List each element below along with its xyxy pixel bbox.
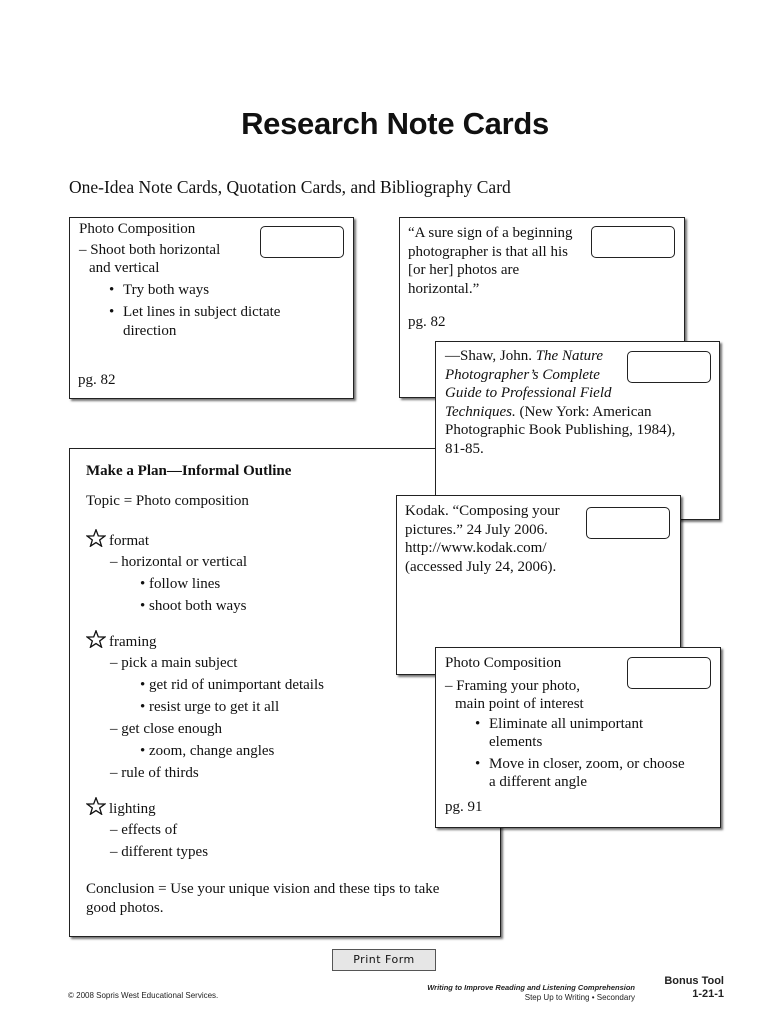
outline-bullet: • get rid of unimportant details <box>140 677 324 693</box>
outline-item: – horizontal or vertical <box>110 554 248 570</box>
quote-line: horizontal.” <box>408 280 480 297</box>
citation-line: 81-85. <box>445 440 484 457</box>
series-subtitle: Step Up to Writing • Secondary <box>524 993 635 1002</box>
page-title: Research Note Cards <box>241 106 549 141</box>
bibliography-card-book <box>435 341 720 520</box>
outline-item: – get close enough <box>110 721 223 737</box>
card-label-box <box>591 226 675 258</box>
outline-topic: Topic = Photo composition <box>86 493 249 509</box>
outline-conclusion: Conclusion = Use your unique vision and these tips to take <box>86 881 440 897</box>
card-bullet: • Let lines in subject dictate <box>109 304 281 320</box>
card-heading: Photo Composition <box>445 655 562 671</box>
outline-bullet: • resist urge to get it all <box>140 699 280 715</box>
outline-section-lighting: lighting <box>86 797 156 819</box>
outline-section-framing: framing <box>86 630 156 652</box>
note-card-photo-composition <box>69 217 354 399</box>
quote-line: [or her] photos are <box>408 262 520 278</box>
outline-heading: Make a Plan—Informal Outline <box>86 463 292 479</box>
card-bullet: • Eliminate all unimportant <box>475 715 644 732</box>
card-heading: Photo Composition <box>79 221 196 237</box>
card-label-box <box>627 657 711 689</box>
citation-line: Photographer’s Complete <box>445 366 600 383</box>
copyright-notice: © 2008 Sopris West Educational Services. <box>68 991 219 1000</box>
outline-item: – effects of <box>110 822 178 838</box>
outline-item: – pick a main subject <box>110 655 238 671</box>
citation-line: Kodak. “Composing your <box>405 503 560 519</box>
card-bullet: • Move in closer, zoom, or choose <box>475 755 685 772</box>
card-line: elements <box>489 734 543 750</box>
series-title: Writing to Improve Reading and Listening Comprehension <box>427 983 635 992</box>
outline-item: – different types <box>110 844 209 860</box>
citation-line: —Shaw, John. The Nature <box>445 348 604 364</box>
card-label-box <box>260 226 344 258</box>
citation-line: Techniques. (New York: American <box>445 403 652 420</box>
citation-line: Photographic Book Publishing, 1984), <box>445 422 676 438</box>
card-label-box <box>586 507 670 539</box>
card-line: a different angle <box>489 774 588 790</box>
quote-line: “A sure sign of a beginning <box>408 225 573 241</box>
outline-section-format: format <box>86 529 149 551</box>
card-bullet: • Try both ways <box>109 281 210 298</box>
card-line: direction <box>123 322 177 339</box>
citation-line: pictures.” 24 July 2006. <box>405 521 548 538</box>
card-line: – Shoot both horizontal <box>79 241 221 258</box>
star-outline-icon <box>86 797 106 815</box>
outline-item: – rule of thirds <box>110 765 199 781</box>
outline-bullet: • follow lines <box>140 576 221 592</box>
citation-line: Guide to Professional Field <box>445 385 612 401</box>
card-page-ref: pg. 91 <box>445 798 483 815</box>
star-outline-icon <box>86 529 106 547</box>
citation-line: (accessed July 24, 2006). <box>405 558 557 575</box>
outline-bullet: • zoom, change angles <box>140 743 275 759</box>
star-outline-icon <box>86 630 106 648</box>
print-form-button[interactable]: Print Form <box>332 949 436 971</box>
note-card-framing <box>435 647 721 828</box>
quote-line: photographer is that all his <box>408 243 568 260</box>
card-label-box <box>627 351 711 383</box>
card-line: – Framing your photo, <box>445 677 580 694</box>
citation-line: http://www.kodak.com/ <box>405 540 547 556</box>
card-page-ref: pg. 82 <box>78 372 116 388</box>
outline-bullet: • shoot both ways <box>140 598 247 614</box>
bonus-tool-label: Bonus Tool <box>664 975 724 987</box>
bonus-tool-number: 1-21-1 <box>692 988 724 1000</box>
card-line: main point of interest <box>455 696 584 712</box>
page-subtitle: One-Idea Note Cards, Quotation Cards, and Bibliography Card <box>69 177 511 197</box>
card-page-ref: pg. 82 <box>408 314 446 330</box>
outline-conclusion: good photos. <box>86 900 164 916</box>
card-line: and vertical <box>89 260 160 276</box>
